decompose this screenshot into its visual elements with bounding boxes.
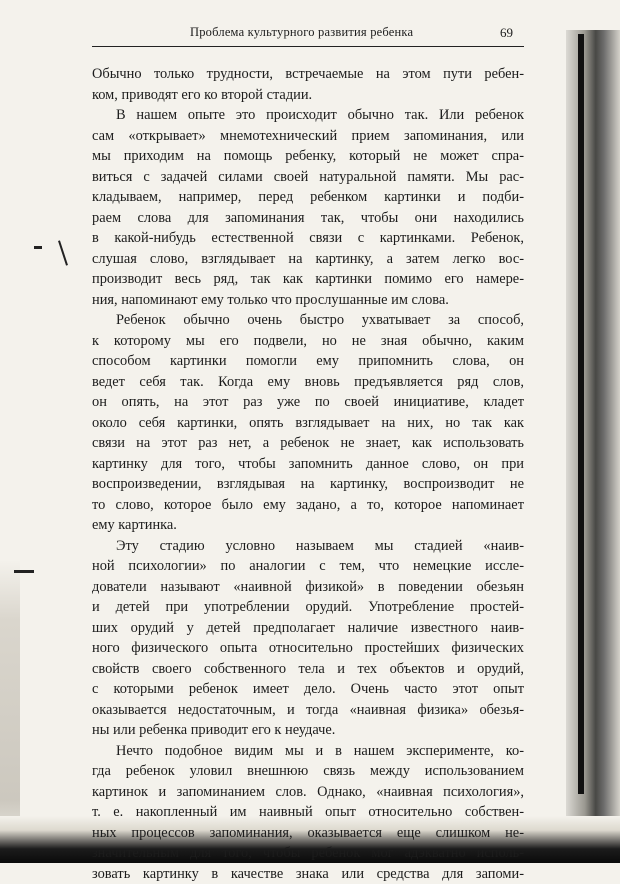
scan-speck (58, 240, 68, 265)
text-line: ших орудий у детей предполагает наличие известного наив- (92, 618, 524, 639)
text-line: В нашем опыте это происходит обычно так. Или ребенок (92, 105, 524, 126)
text-line: мы приходим на помощь ребенку, который не может спра- (92, 146, 524, 167)
text-line: Ребенок обычно очень быстро ухватывает за способ, (92, 310, 524, 331)
text-line: картинку для того, чтобы запомнить данное слово, он при (92, 454, 524, 475)
text-line: воспроизведении, взглядывая на картинку, воспроизводит не (92, 474, 524, 495)
text-line: дователи называют «наивной физикой» в поведении обезьян (92, 577, 524, 598)
text-line: оказывается недостаточным, и тогда «наивная физика» обезья- (92, 700, 524, 721)
text-line: в какой-нибудь естественной связи с картинками. Ребенок, (92, 228, 524, 249)
text-line: ему картинка. (92, 515, 524, 536)
text-line: виться с задачей силами своей натуральной памяти. Мы рас- (92, 167, 524, 188)
text-line: связи на этот раз нет, а ребенок не знает, как использовать (92, 433, 524, 454)
text-line: то слово, которое было ему задано, а то, которое напоминает (92, 495, 524, 516)
text-line: и детей при употреблении орудий. Употребление простей- (92, 597, 524, 618)
text-line: ведет себя так. Когда ему вновь предъявляется ряд слов, (92, 372, 524, 393)
text-line: ной психологии» по аналогии с тем, что немецкие иссле- (92, 556, 524, 577)
running-title: Проблема культурного развития ребенка (190, 25, 450, 40)
text-line: производит весь ряд, так как картинки помимо его намере- (92, 269, 524, 290)
text-line: около себя картинки, опять взглядывает на них, но так как (92, 413, 524, 434)
text-line: зовать картинку в качестве знака или средства для запоми- (92, 864, 524, 884)
scan-speck (14, 570, 34, 573)
text-line: т. е. накопленный им наивный опыт относительно собствен- (92, 802, 524, 823)
text-line: ных процессов запоминания, оказывается еще слишком не- (92, 823, 524, 844)
text-line: с которыми ребенок имеет дело. Очень часто этот опыт (92, 679, 524, 700)
text-line: свойств своего собственного тела и тех объектов и орудий, (92, 659, 524, 680)
text-line: кладываем, например, перед ребенком картинки и подби- (92, 187, 524, 208)
text-line: картинок и запоминанием слов. Однако, «наивная психология», (92, 782, 524, 803)
scan-shadow-right (566, 30, 620, 820)
scan-edge-right (578, 34, 584, 794)
header-rule (92, 46, 524, 47)
text-line: Нечто подобное видим мы и в нашем эксперименте, ко- (92, 741, 524, 762)
scan-speck (34, 246, 42, 249)
page-number: 69 (500, 25, 513, 41)
text-line: гда ребенок уловил внешнюю связь между использованием (92, 761, 524, 782)
text-line: сам «открывает» мнемотехнический прием запоминания, или (92, 126, 524, 147)
text-line: ком, приводят его ко второй стадии. (92, 85, 524, 106)
text-line: способом картинки помогли ему припомнить слова, он (92, 351, 524, 372)
text-line: ного физического опыта относительно простейших физических (92, 638, 524, 659)
text-line: к которому мы его подвели, но не зная обычно, каким (92, 331, 524, 352)
text-line: раем слова для запоминания так, чтобы они находились (92, 208, 524, 229)
text-line: Эту стадию условно называем мы стадией «наив- (92, 536, 524, 557)
text-line: значительным для того, чтобы ребенок мог адэкватно исполь- (92, 843, 524, 864)
scan-shadow-left (0, 560, 20, 860)
text-line: слушая слово, взглядывает на картинку, а затем легко вос- (92, 249, 524, 270)
text-line: он опять, на этот раз уже по своей инициативе, кладет (92, 392, 524, 413)
text-line: ния, напоминают ему только что прослушанные им слова. (92, 290, 524, 311)
body-text (92, 64, 524, 884)
text-line: Обычно только трудности, встречаемые на этом пути ребен- (92, 64, 524, 85)
text-line: ны или ребенка приводит его к неудаче. (92, 720, 524, 741)
